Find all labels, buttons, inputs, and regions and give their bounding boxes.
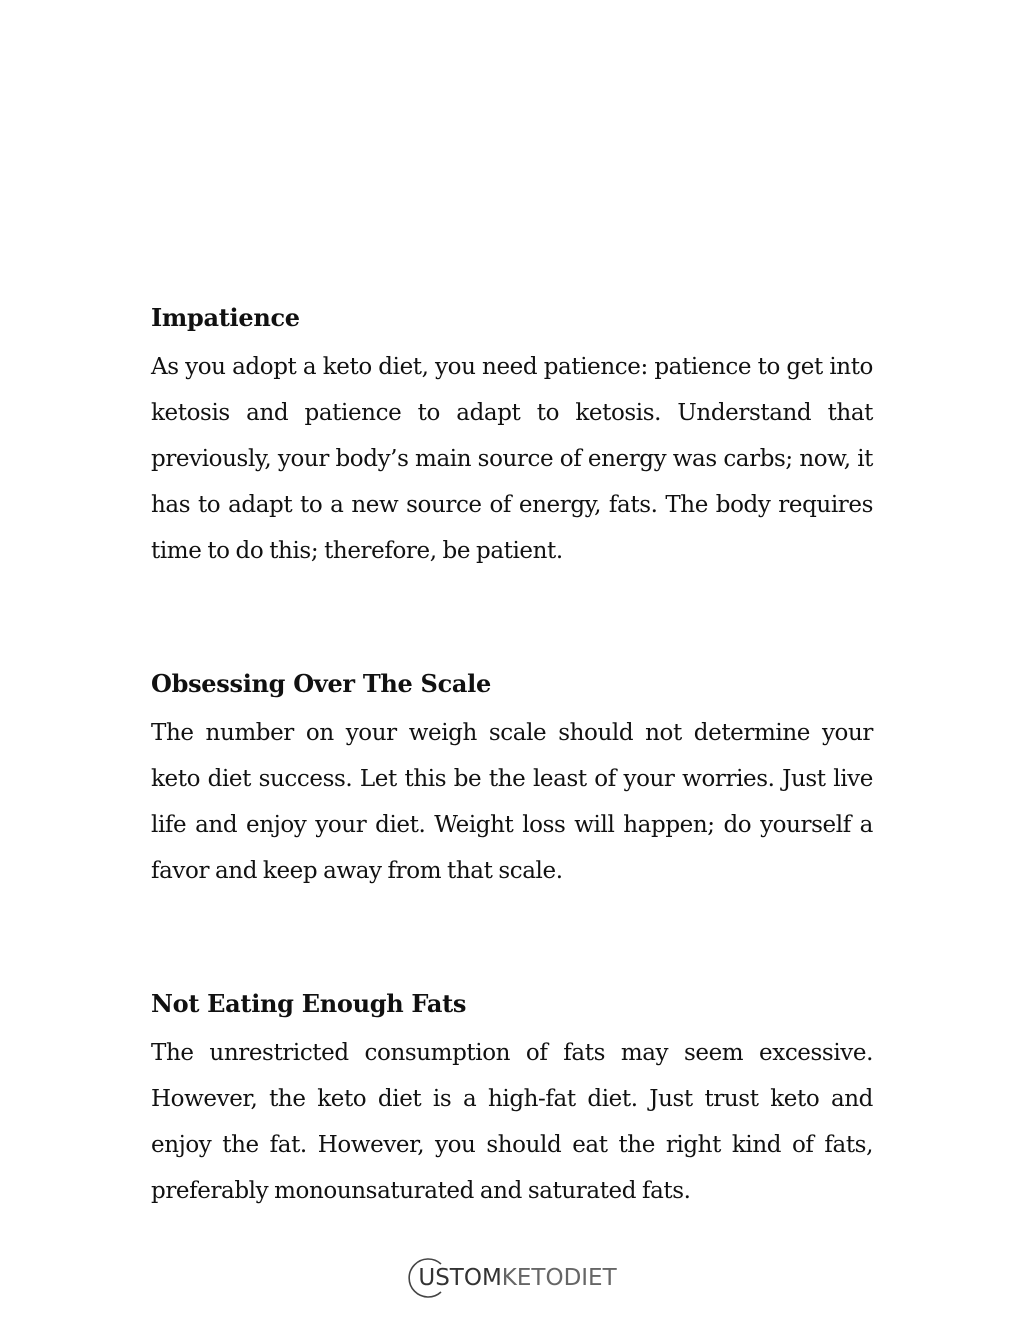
section-body: As you adopt a keto diet, you need patience: patience to get into ketosis and patience to adapt to ketosis. Understand that previously, your body’s main source of energy was carbs; now, it has to adapt to a new source of energy, fats. The body requires time to do this; therefore, be patient. bbox=[151, 354, 873, 564]
section-heading: Not Eating Enough Fats bbox=[151, 989, 467, 1018]
section-obsessing-over-scale bbox=[151, 664, 873, 894]
section-impatience bbox=[151, 298, 873, 574]
section-body: The number on your weigh scale should not determine your keto diet success. Let this be the least of your worries. Just live life and enjoy your diet. Weight loss will happen; do yourself a favor and keep away from that scale. bbox=[151, 720, 873, 884]
section-not-eating-enough-fats bbox=[151, 984, 873, 1214]
document-content bbox=[151, 298, 873, 1214]
logo-wordmark-custom: USTOM bbox=[418, 1265, 502, 1291]
page-footer bbox=[0, 1256, 1024, 1300]
section-heading: Impatience bbox=[151, 303, 300, 332]
section-heading: Obsessing Over The Scale bbox=[151, 669, 491, 698]
section-body: The unrestricted consumption of fats may seem excessive. However, the keto diet is a high-fat diet. Just trust keto and enjoy the fat. However, you should eat the right kind of fats, preferably monounsaturated and saturated fats. bbox=[151, 1040, 873, 1204]
brand-logo bbox=[407, 1256, 616, 1300]
logo-wordmark-ketodiet: KETODIET bbox=[501, 1265, 617, 1291]
logo-wordmark bbox=[407, 1265, 616, 1291]
